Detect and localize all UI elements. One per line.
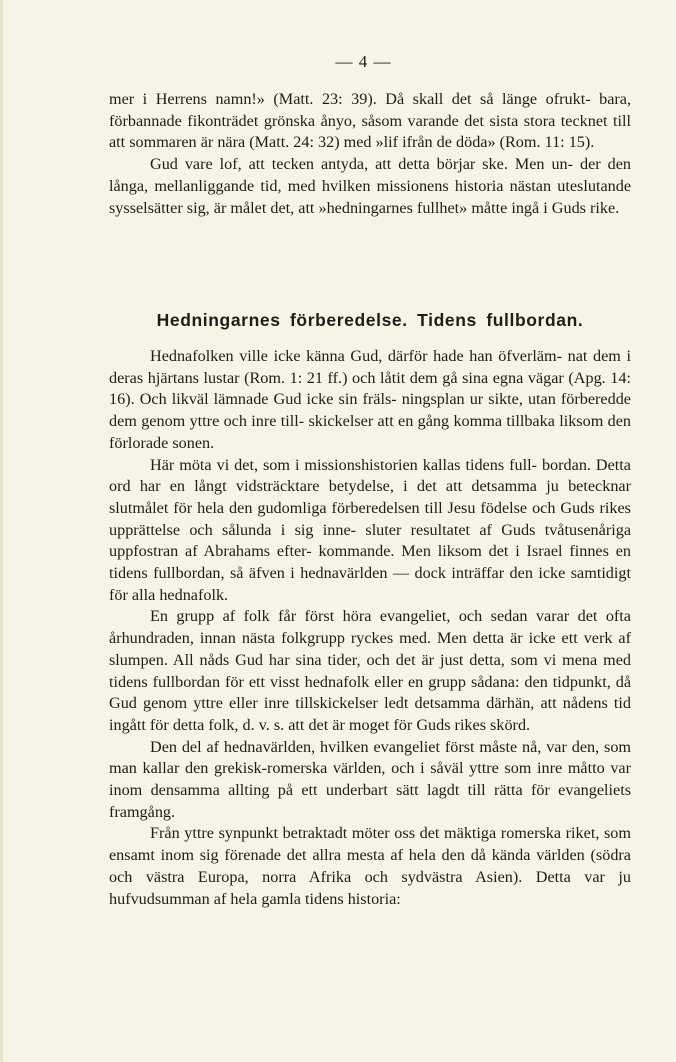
paragraph: Gud vare lof, att tecken antyda, att detta börjar ske. Men un- der den långa, mellanliggande tid, med hvilken missionens historia nästan uteslutande sysselsätter sig, är målet det, att »hedningarnes fullhet» måtte ingå i Guds rike. [109, 155, 631, 217]
paragraph: Den del af hednavärlden, hvilken evangeliet först måste nå, var den, som man kallar den grekisk-romerska världen, och i såväl yttre som inre måtto var inom densamma allting på ett underbart sätt lagdt till rätta för evangeliets framgång. [109, 737, 631, 821]
text-block-main [109, 346, 631, 910]
paragraph: mer i Herrens namn!» (Matt. 23: 39). Då skall det så länge ofrukt- bara, förbannade fikonträdet grönska ånyo, såsom varande det sista stora tecknet till att sommaren är nära (Matt. 24: 32) med »lif ifrån de döda» (Rom. 11: 15). [109, 90, 631, 152]
paragraph: Hednafolken ville icke känna Gud, därför hade han öfverläm- nat dem i deras hjärtans lustar (Rom. 1: 21 ff.) och låtit dem gå sina egna vägar (Apg. 14: 16). Och likväl lämnade Gud icke sin fräls- ningsplan ur sikte, utan förberedde dem genom yttre och inre till- skickelser att en gång komma tillbaka liksom den förlorade sonen. [109, 347, 631, 452]
section-heading: Hedningarnes förberedelse. Tidens fullbordan. [156, 310, 584, 330]
paragraph: Från yttre synpunkt betraktadt möter oss det mäktiga romerska riket, som ensamt inom sig förenade det allra mesta af hela den då kända världen (södra och västra Europa, norra Afrika och sydvästra Asien). Detta var ju hufvudsumman af hela gamla tidens historia: [109, 824, 631, 908]
page-number: — 4 — [335, 52, 392, 71]
paragraph: En grupp af folk får först höra evangeliet, och sedan varar det ofta århundraden, innan nästa folkgrupp ryckes med. Men detta är icke ett verk af slumpen. All nåds Gud har sina tider, och det är just detta, som vi mena med tidens fullbordan för ett visst hednafolk eller en grupp sådana: den tidpunkt, då Gud genom yttre eller inre tillskickelser ledt detsamma därhän, att nådens tid ingått för detta folk, d. v. s. att det är moget för Guds rikes skörd. [109, 607, 631, 734]
text-block-intro [109, 89, 631, 219]
paragraph: Här möta vi det, som i missionshistorien kallas tidens full- bordan. Detta ord har en långt vidsträcktare betydelse, i det att detsamma ju betecknar slutmålet för hela den gudomliga förberedelsen till Jesu födelse och Guds rikes upprättelse och sålunda i sig inne- sluter resultatet af Guds tvåtusenåriga uppfostran af Abrahams efter- kommande. Men liksom det i Israel finnes en tidens fullbordan, så äfven i hednavärlden — dock inträffar den icke samtidigt för alla hednafolk. [109, 455, 631, 604]
